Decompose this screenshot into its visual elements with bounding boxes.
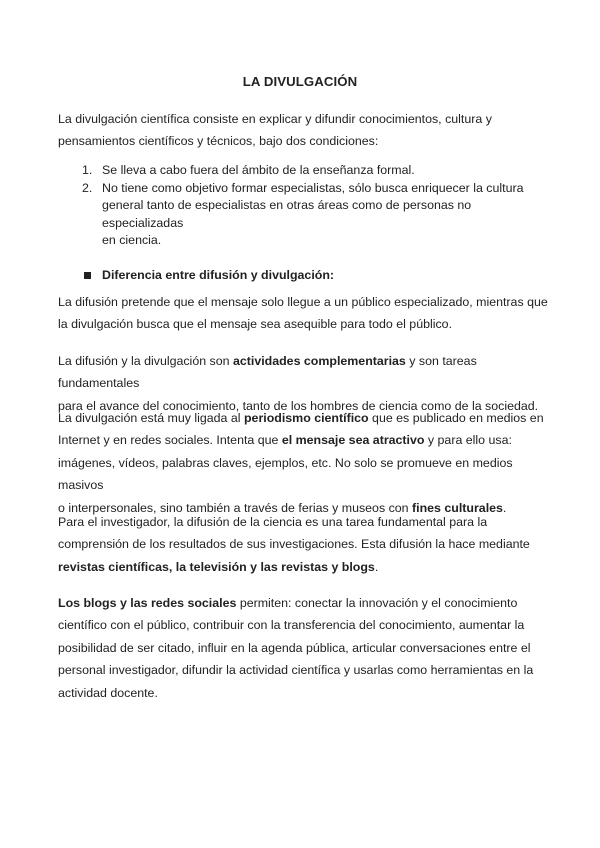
text-line [58,429,548,451]
text-span: La divulgación está muy ligada al [58,411,244,425]
bold-phrase: Los blogs y las redes sociales [58,596,237,610]
page-title: LA DIVULGACIÓN [242,74,358,89]
text-span: . [374,559,379,574]
conditions-list [58,162,548,250]
text-line: posibilidad de ser citado, influir en la agenda pública, articular conversaciones entre el [58,640,531,655]
text-line: actividad docente. [58,685,158,700]
text-line: Para el investigador, la difusión de la ciencia es una tarea fundamental para la [58,515,488,529]
bold-phrase: fines culturales [412,500,503,515]
list-item [58,180,548,250]
text-span: o interpersonales, sino también a través de ferias y museos con [58,500,413,515]
text-line: personal investigador, difundir la actividad científica y usarlas como herramientas en la [58,663,534,678]
text-line: comprensión de los resultados de sus investigaciones. Esta difusión la hace mediante [58,537,530,552]
text-line: la divulgación busca que el mensaje sea asequible para todo el público. [58,317,453,332]
text-line [58,556,548,578]
list-item [58,162,548,180]
intro-line: La divulgación científica consiste en explicar y difundir conocimientos, cultura y [58,112,492,126]
bold-phrase: el mensaje sea atractivo [281,433,425,448]
text-line: La difusión pretende que el mensaje solo llegue a un público especializado, mientras que [58,295,548,309]
list-number: 2. [82,180,93,195]
intro-paragraph [58,108,548,153]
text-line [58,592,548,614]
intro-line: pensamientos científicos y técnicos, bajo dos condiciones: [58,134,379,149]
list-item-text: general tanto de especialistas en otras áreas como de personas no especializadas [102,198,472,230]
bold-phrase: periodismo científico [243,411,369,425]
text-span: permiten: conectar la innovación y el conocimiento [236,596,518,610]
text-span: . [502,500,507,515]
list-number: 1. [82,163,93,177]
section-heading-text: Diferencia entre difusión y divulgación: [102,268,335,282]
text-line: imágenes, vídeos, palabras claves, ejemplos, etc. No solo se promueve en medios masivos [58,455,513,493]
paragraph-difusion [58,291,548,336]
text-line: científico con el público, contribuir con la transferencia del conocimiento, aumentar la [58,618,525,633]
text-span: Internet y en redes sociales. Intenta que [58,433,282,448]
text-span: y son tareas fundamentales [58,354,477,391]
text-line: para el avance del conocimiento, tanto de los hombres de ciencia como de la sociedad. [58,398,539,413]
paragraph-blogs [58,592,548,704]
section-heading [84,266,334,284]
text-line [58,407,548,429]
bold-phrase: actividades complementarias [232,354,406,368]
list-item-text: en ciencia. [102,233,162,247]
text-span: que es publicado en medios en [368,411,544,425]
paragraph-investigador [58,511,548,578]
text-span: y para ello usa: [424,433,512,448]
list-item-text: Se lleva a cabo fuera del ámbito de la enseñanza formal. [102,163,415,177]
bold-phrase: revistas científicas, la televisión y las revistas y blogs [58,559,375,574]
text-span: La difusión y la divulgación son [58,354,233,368]
paragraph-periodismo [58,407,548,519]
list-item-text: No tiene como objetivo formar especialistas, sólo busca enriquecer la cultura [102,180,524,195]
square-bullet-icon [84,272,91,279]
text-line [58,350,548,395]
